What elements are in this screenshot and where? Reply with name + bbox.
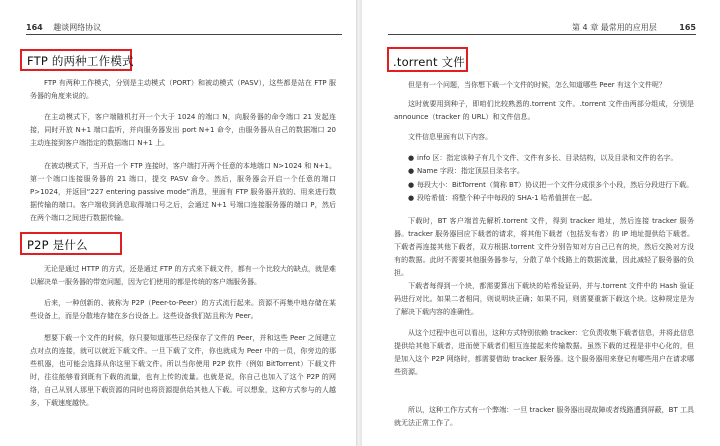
left-page-number: 164 bbox=[26, 23, 43, 32]
paragraph: FTP 有两种工作模式，分别是主动模式（PORT）和被动模式（PASV），这些都是站在 FTP 服务器的角度来说的。 bbox=[30, 79, 336, 100]
paragraph: 文件信息里面有以下内容。 bbox=[408, 133, 492, 141]
paragraph: 想要下载一个文件的时候，你只要知道那些已经保存了文件的 Peer，并和这些 Peer 之间建立点对点的连接，就可以就近下载文件。一旦下载了文件，你也就成为 Peer 中的一员，你旁边的那些机器，也可能会选择从你这里下载文件。所以当你使用 P2P 软件（例如 BitTorrent）下载文件时，往往能够看到既有下载的流量，也有上传的流量。也就是说，你自己也加入了这个 P2P 的网络，自己从别人那里下载资源的同时也将资源提供给其他人下载。可以想象，这种方式参与的人越多，下载速度越快。 bbox=[30, 334, 336, 407]
paragraph: 下载时，BT 客户端首先解析.torrent 文件，得到 tracker 地址，然后连接 tracker 服务器。tracker 服务器回应下载者的请求，将其他下载者（包括发布者）的 IP 地址提供给下载者。下载者再连接其他下载者，双方根据.torrent 文件分别告知对方自己已有的块，然后交换对方没有的数据。此时不需要其他服务器参与，分散了单个线路上的数据流量，因此减轻了服务器的负担。 bbox=[394, 217, 694, 277]
section-title-ftp-modes: FTP 的两种工作模式 bbox=[27, 54, 134, 68]
paragraph: 从这个过程中也可以看出，这种方式特别依赖 tracker：它负责收集下载者信息，并将此信息提供给其他下载者，进而使下载者们相互连接起来传输数据。虽然下载的过程是非中心化的，但是加入这个 P2P 网络时，都需要借助 tracker 服务器。这个服务器用来登记有哪些用户在请求哪些资源。 bbox=[394, 329, 694, 376]
right-page bbox=[362, 0, 720, 446]
left-page bbox=[0, 0, 356, 446]
paragraph: 所以，这种工作方式有一个弊端：一旦 tracker 服务器出现故障或者线路遭到屏蔽，BT 工具就无法正常工作了。 bbox=[394, 406, 694, 427]
list-item: ● 段哈希值：将整个种子中每段的 SHA-1 哈希值拼在一起。 bbox=[408, 193, 597, 202]
paragraph: 无论是通过 HTTP 的方式，还是通过 FTP 的方式来下载文件，都有一个比较大的缺点，就是难以解决单一服务器的带宽问题，因为它们使用的都是传统的客户端服务器。 bbox=[30, 265, 336, 286]
paragraph: 后来，一种创新的、被称为 P2P（Peer-to-Peer）的方式流行起来。资源不再集中地存储在某些设备上，而是分散地存储在多台设备上。这些设备我们姑且称为 Peer。 bbox=[30, 299, 336, 320]
left-header-rule bbox=[26, 34, 342, 35]
chapter-title: 最常用的应用层 bbox=[600, 23, 657, 32]
paragraph: 下载者每得到一个块，都需要算出下载块的哈希验证码，并与.torrent 文件中的 Hash 验证码进行对比。如果二者相同，则说明块正确；如果不同，则需要重新下载这个块。这种规定是为了解决下载内容的准确性。 bbox=[394, 282, 694, 316]
right-page-number: 165 bbox=[679, 23, 696, 32]
list-item: ● info 区：指定该种子有几个文件、文件有多长、目录结构，以及目录和文件的名字。 bbox=[408, 154, 678, 162]
file-info-list bbox=[408, 152, 693, 205]
chapter-label: 第 4 章 bbox=[572, 23, 599, 32]
paragraph: 在被动模式下，当开启一个 FTP 连接时，客户端打开两个任意的本地端口 N>1024 和 N+1。第一个端口连接服务器的 21 端口，提交 PASV 命令。然后，服务器会开启一个任意的端口 P>1024，并返回“227 entering passive mode”消息，里面有 FTP 服务器开放的、用来进行数据传输的端口。客户端收到消息取得端口号之后，会通过 N+1 号端口连接服务器的端口 P，然后在两个端口之间进行数据传输。 bbox=[30, 162, 336, 222]
paragraph: 但是有一个问题，当你想下载一个文件的时候，怎么知道哪些 Peer 有这个文件呢？ bbox=[408, 81, 666, 89]
left-page-header bbox=[26, 22, 101, 33]
list-item: ● 每段大小：BitTorrent（简称 BT）协议把一个文件分成很多个小段，然后分段进行下载。 bbox=[408, 180, 694, 189]
list-item: ● Name 字段：指定顶层目录名字。 bbox=[408, 167, 524, 176]
paragraph: 在主动模式下，客户端随机打开一个大于 1024 的端口 N，向服务器的命令端口 21 发起连接，同时开放 N+1 端口监听，并向服务器发出 port N+1 命令，由服务器从自己的数据端口 20 主动连接到客户端指定的数据端口 N+1 上。 bbox=[30, 113, 336, 147]
right-header-rule bbox=[388, 34, 696, 35]
left-running-title: 趣谈网络协议 bbox=[53, 23, 102, 32]
section-title-torrent: .torrent 文件 bbox=[393, 55, 465, 69]
right-page-header bbox=[572, 22, 696, 33]
paragraph: 这时就要用到种子，即咱们比较熟悉的.torrent 文件。.torrent 文件由两部分组成，分别是announce（tracker 的 URL）和文件信息。 bbox=[394, 100, 694, 121]
section-title-p2p: P2P 是什么 bbox=[27, 238, 88, 252]
